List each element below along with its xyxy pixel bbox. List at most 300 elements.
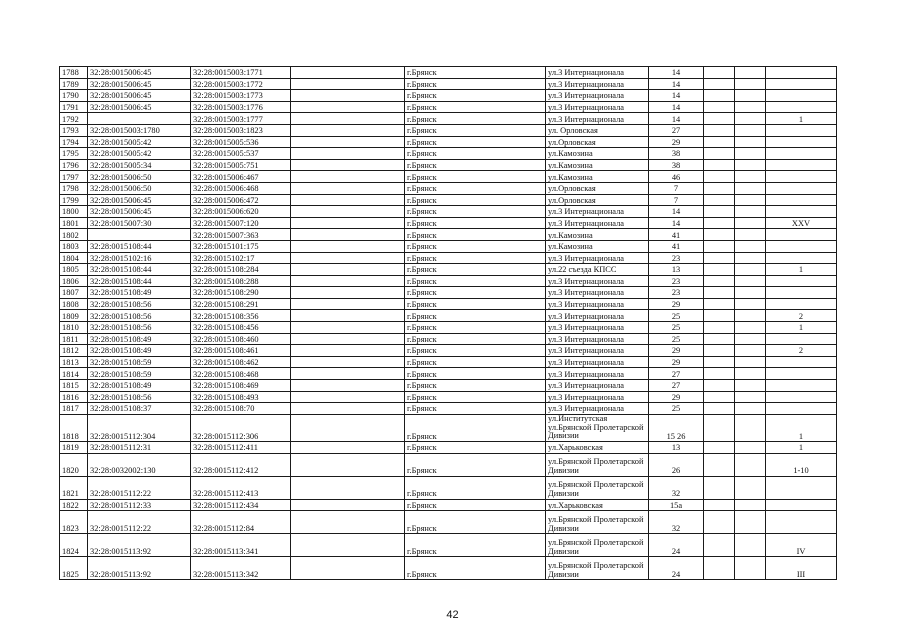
row-number-cell: 1821 — [60, 476, 88, 499]
table-row — [60, 345, 837, 357]
blank-cell — [735, 356, 766, 368]
blank-cell — [735, 240, 766, 252]
street-cell: ул.Брянской Пролетарской Дивизии — [546, 476, 649, 499]
parent-cadastral-number-cell: 32:28:0015112:22 — [88, 511, 191, 534]
house-number-cell: 7 — [649, 182, 704, 194]
apartment-cell — [766, 380, 837, 392]
cadastral-number-cell: 32:28:0015112:306 — [191, 414, 291, 441]
apartment-cell — [766, 391, 837, 403]
row-number-cell: 1808 — [60, 298, 88, 310]
blank-cell — [291, 78, 405, 90]
blank-cell — [291, 229, 405, 241]
apartment-cell — [766, 206, 837, 218]
table-row — [60, 182, 837, 194]
apartment-cell: IV — [766, 534, 837, 557]
parent-cadastral-number-cell: 32:28:0015006:45 — [88, 194, 191, 206]
blank-cell — [735, 442, 766, 454]
row-number-cell: 1797 — [60, 171, 88, 183]
row-number-cell: 1803 — [60, 240, 88, 252]
city-cell: г.Брянск — [405, 345, 546, 357]
table-row — [60, 148, 837, 160]
city-cell: г.Брянск — [405, 78, 546, 90]
row-number-cell: 1805 — [60, 264, 88, 276]
city-cell: г.Брянск — [405, 275, 546, 287]
blank-cell — [291, 322, 405, 334]
row-number-cell: 1801 — [60, 217, 88, 229]
street-cell: ул.Харьковская — [546, 499, 649, 511]
street-cell: ул.Институтская ул.Брянской Пролетарской Дивизии — [546, 414, 649, 441]
row-number-cell: 1794 — [60, 136, 88, 148]
street-cell: ул.3 Интернационала — [546, 113, 649, 125]
blank-cell — [735, 380, 766, 392]
blank-cell — [704, 333, 735, 345]
house-number-cell: 14 — [649, 67, 704, 79]
blank-cell — [704, 90, 735, 102]
parent-cadastral-number-cell: 32:28:0015005:42 — [88, 136, 191, 148]
house-number-cell: 25 — [649, 322, 704, 334]
city-cell: г.Брянск — [405, 453, 546, 476]
parent-cadastral-number-cell: 32:28:0032002:130 — [88, 453, 191, 476]
row-number-cell: 1810 — [60, 322, 88, 334]
parent-cadastral-number-cell: 32:28:0015005:42 — [88, 148, 191, 160]
parent-cadastral-number-cell: 32:28:0015108:59 — [88, 356, 191, 368]
table-row — [60, 557, 837, 580]
house-number-cell: 38 — [649, 148, 704, 160]
apartment-cell: III — [766, 557, 837, 580]
cadastral-number-cell: 32:28:0015112:434 — [191, 499, 291, 511]
cadastral-number-cell: 32:28:0015108:291 — [191, 298, 291, 310]
house-number-cell: 27 — [649, 380, 704, 392]
city-cell: г.Брянск — [405, 534, 546, 557]
blank-cell — [291, 182, 405, 194]
blank-cell — [291, 391, 405, 403]
parent-cadastral-number-cell: 32:28:0015108:49 — [88, 333, 191, 345]
street-cell: ул.Харьковская — [546, 442, 649, 454]
table-row — [60, 275, 837, 287]
city-cell: г.Брянск — [405, 333, 546, 345]
blank-cell — [735, 171, 766, 183]
cadastral-number-cell: 32:28:0015101:175 — [191, 240, 291, 252]
parent-cadastral-number-cell: 32:28:0015112:22 — [88, 476, 191, 499]
house-number-cell: 32 — [649, 476, 704, 499]
parent-cadastral-number-cell: 32:28:0015006:45 — [88, 206, 191, 218]
street-cell: ул.3 Интернационала — [546, 90, 649, 102]
blank-cell — [704, 442, 735, 454]
house-number-cell: 7 — [649, 194, 704, 206]
cadastral-number-cell: 32:28:0015006:468 — [191, 182, 291, 194]
blank-cell — [735, 499, 766, 511]
parent-cadastral-number-cell: 32:28:0015108:56 — [88, 310, 191, 322]
parent-cadastral-number-cell: 32:28:0015108:56 — [88, 322, 191, 334]
cadastral-number-cell: 32:28:0015003:1771 — [191, 67, 291, 79]
row-number-cell: 1788 — [60, 67, 88, 79]
table-row — [60, 90, 837, 102]
table-row — [60, 78, 837, 90]
row-number-cell: 1812 — [60, 345, 88, 357]
apartment-cell — [766, 240, 837, 252]
city-cell: г.Брянск — [405, 113, 546, 125]
blank-cell — [735, 534, 766, 557]
cadastral-number-cell: 32:28:0015005:536 — [191, 136, 291, 148]
house-number-cell: 13 — [649, 442, 704, 454]
cadastral-number-cell: 32:28:0015003:1823 — [191, 124, 291, 136]
street-cell: ул.Орловская — [546, 182, 649, 194]
blank-cell — [291, 298, 405, 310]
blank-cell — [291, 310, 405, 322]
street-cell: ул.Камозина — [546, 229, 649, 241]
table-container — [59, 66, 836, 580]
row-number-cell: 1815 — [60, 380, 88, 392]
blank-cell — [704, 217, 735, 229]
blank-cell — [291, 171, 405, 183]
cadastral-number-cell: 32:28:0015108:460 — [191, 333, 291, 345]
street-cell: ул.Орловская — [546, 194, 649, 206]
table-row — [60, 322, 837, 334]
blank-cell — [704, 310, 735, 322]
street-cell: ул.3 Интернационала — [546, 287, 649, 299]
blank-cell — [704, 380, 735, 392]
parent-cadastral-number-cell: 32:28:0015108:49 — [88, 380, 191, 392]
apartment-cell — [766, 356, 837, 368]
blank-cell — [291, 124, 405, 136]
cadastral-number-cell: 32:28:0015007:363 — [191, 229, 291, 241]
row-number-cell: 1822 — [60, 499, 88, 511]
cadastral-number-cell: 32:28:0015113:341 — [191, 534, 291, 557]
blank-cell — [735, 453, 766, 476]
apartment-cell: 2 — [766, 345, 837, 357]
apartment-cell — [766, 368, 837, 380]
table-row — [60, 380, 837, 392]
house-number-cell: 29 — [649, 391, 704, 403]
blank-cell — [735, 148, 766, 160]
blank-cell — [704, 298, 735, 310]
cadastral-number-cell: 32:28:0015108:70 — [191, 403, 291, 415]
row-number-cell: 1790 — [60, 90, 88, 102]
table-row — [60, 101, 837, 113]
cadastral-number-cell: 32:28:0015003:1776 — [191, 101, 291, 113]
blank-cell — [704, 511, 735, 534]
parent-cadastral-number-cell: 32:28:0015006:45 — [88, 101, 191, 113]
parent-cadastral-number-cell: 32:28:0015113:92 — [88, 557, 191, 580]
apartment-cell — [766, 101, 837, 113]
apartment-cell — [766, 298, 837, 310]
street-cell: ул.3 Интернационала — [546, 333, 649, 345]
cadastral-number-cell: 32:28:0015108:284 — [191, 264, 291, 276]
cadastral-number-cell: 32:28:0015003:1772 — [191, 78, 291, 90]
street-cell: ул.Брянской Пролетарской Дивизии — [546, 557, 649, 580]
parent-cadastral-number-cell — [88, 113, 191, 125]
apartment-cell: 1 — [766, 442, 837, 454]
table-row — [60, 442, 837, 454]
apartment-cell — [766, 229, 837, 241]
parent-cadastral-number-cell: 32:28:0015108:49 — [88, 345, 191, 357]
row-number-cell: 1823 — [60, 511, 88, 534]
parent-cadastral-number-cell: 32:28:0015113:92 — [88, 534, 191, 557]
city-cell: г.Брянск — [405, 182, 546, 194]
city-cell: г.Брянск — [405, 476, 546, 499]
parent-cadastral-number-cell: 32:28:0015108:44 — [88, 240, 191, 252]
apartment-cell: XXV — [766, 217, 837, 229]
apartment-cell — [766, 78, 837, 90]
apartment-cell: 1 — [766, 414, 837, 441]
blank-cell — [735, 345, 766, 357]
street-cell: ул.Камозина — [546, 171, 649, 183]
row-number-cell: 1814 — [60, 368, 88, 380]
street-cell: ул.3 Интернационала — [546, 310, 649, 322]
house-number-cell: 14 — [649, 101, 704, 113]
house-number-cell: 14 — [649, 78, 704, 90]
street-cell: ул.3 Интернационала — [546, 298, 649, 310]
cadastral-number-cell: 32:28:0015113:342 — [191, 557, 291, 580]
cadastral-number-cell: 32:28:0015006:472 — [191, 194, 291, 206]
row-number-cell: 1789 — [60, 78, 88, 90]
city-cell: г.Брянск — [405, 229, 546, 241]
city-cell: г.Брянск — [405, 194, 546, 206]
blank-cell — [291, 206, 405, 218]
row-number-cell: 1791 — [60, 101, 88, 113]
blank-cell — [291, 275, 405, 287]
table-row — [60, 333, 837, 345]
table-row — [60, 476, 837, 499]
house-number-cell: 27 — [649, 124, 704, 136]
apartment-cell — [766, 403, 837, 415]
street-cell: ул.Брянской Пролетарской Дивизии — [546, 453, 649, 476]
parent-cadastral-number-cell: 32:28:0015108:59 — [88, 368, 191, 380]
blank-cell — [704, 264, 735, 276]
apartment-cell — [766, 124, 837, 136]
row-number-cell: 1806 — [60, 275, 88, 287]
apartment-cell — [766, 67, 837, 79]
street-cell: ул.3 Интернационала — [546, 356, 649, 368]
apartment-cell: 2 — [766, 310, 837, 322]
blank-cell — [735, 159, 766, 171]
row-number-cell: 1809 — [60, 310, 88, 322]
city-cell: г.Брянск — [405, 356, 546, 368]
parent-cadastral-number-cell: 32:28:0015006:45 — [88, 78, 191, 90]
blank-cell — [704, 67, 735, 79]
street-cell: ул.3 Интернационала — [546, 345, 649, 357]
blank-cell — [735, 136, 766, 148]
city-cell: г.Брянск — [405, 252, 546, 264]
street-cell: ул.Камозина — [546, 240, 649, 252]
street-cell: ул.3 Интернационала — [546, 101, 649, 113]
city-cell: г.Брянск — [405, 217, 546, 229]
parent-cadastral-number-cell: 32:28:0015108:37 — [88, 403, 191, 415]
street-cell: ул.22 съезда КПСС — [546, 264, 649, 276]
house-number-cell: 14 — [649, 90, 704, 102]
blank-cell — [735, 182, 766, 194]
house-number-cell: 15 26 — [649, 414, 704, 441]
cadastral-number-cell: 32:28:0015112:413 — [191, 476, 291, 499]
house-number-cell: 29 — [649, 356, 704, 368]
apartment-cell — [766, 136, 837, 148]
blank-cell — [291, 414, 405, 441]
page-number: 42 — [446, 609, 459, 621]
blank-cell — [704, 368, 735, 380]
city-cell: г.Брянск — [405, 442, 546, 454]
parent-cadastral-number-cell: 32:28:0015112:304 — [88, 414, 191, 441]
blank-cell — [704, 113, 735, 125]
table-row — [60, 511, 837, 534]
apartment-cell — [766, 90, 837, 102]
blank-cell — [704, 136, 735, 148]
table-row — [60, 310, 837, 322]
street-cell: ул.3 Интернационала — [546, 252, 649, 264]
table-row — [60, 194, 837, 206]
cadastral-number-cell: 32:28:0015006:467 — [191, 171, 291, 183]
blank-cell — [704, 453, 735, 476]
table-row — [60, 287, 837, 299]
apartment-cell — [766, 333, 837, 345]
row-number-cell: 1798 — [60, 182, 88, 194]
blank-cell — [704, 414, 735, 441]
cadastral-number-cell: 32:28:0015108:462 — [191, 356, 291, 368]
cadastral-number-cell: 32:28:0015003:1777 — [191, 113, 291, 125]
table-row — [60, 391, 837, 403]
street-cell: ул.3 Интернационала — [546, 217, 649, 229]
row-number-cell: 1799 — [60, 194, 88, 206]
cadastral-number-cell: 32:28:0015108:468 — [191, 368, 291, 380]
city-cell: г.Брянск — [405, 264, 546, 276]
parent-cadastral-number-cell: 32:28:0015112:33 — [88, 499, 191, 511]
house-number-cell: 23 — [649, 275, 704, 287]
house-number-cell: 23 — [649, 287, 704, 299]
house-number-cell: 24 — [649, 557, 704, 580]
house-number-cell: 25 — [649, 403, 704, 415]
blank-cell — [735, 124, 766, 136]
blank-cell — [704, 148, 735, 160]
blank-cell — [291, 499, 405, 511]
house-number-cell: 25 — [649, 310, 704, 322]
apartment-cell — [766, 275, 837, 287]
apartment-cell — [766, 287, 837, 299]
row-number-cell: 1818 — [60, 414, 88, 441]
blank-cell — [735, 403, 766, 415]
parent-cadastral-number-cell — [88, 229, 191, 241]
table-row — [60, 206, 837, 218]
blank-cell — [291, 264, 405, 276]
city-cell: г.Брянск — [405, 159, 546, 171]
city-cell: г.Брянск — [405, 511, 546, 534]
blank-cell — [735, 252, 766, 264]
city-cell: г.Брянск — [405, 101, 546, 113]
apartment-cell: 1 — [766, 322, 837, 334]
table-row — [60, 171, 837, 183]
parent-cadastral-number-cell: 32:28:0015108:56 — [88, 298, 191, 310]
table-row — [60, 252, 837, 264]
table-row — [60, 217, 837, 229]
city-cell: г.Брянск — [405, 206, 546, 218]
parent-cadastral-number-cell: 32:28:0015006:45 — [88, 90, 191, 102]
blank-cell — [704, 206, 735, 218]
parent-cadastral-number-cell: 32:28:0015108:56 — [88, 391, 191, 403]
blank-cell — [704, 171, 735, 183]
blank-cell — [704, 182, 735, 194]
blank-cell — [735, 414, 766, 441]
city-cell: г.Брянск — [405, 240, 546, 252]
house-number-cell: 23 — [649, 252, 704, 264]
parent-cadastral-number-cell: 32:28:0015102:16 — [88, 252, 191, 264]
parent-cadastral-number-cell: 32:28:0015112:31 — [88, 442, 191, 454]
row-number-cell: 1804 — [60, 252, 88, 264]
blank-cell — [704, 391, 735, 403]
table-row — [60, 356, 837, 368]
street-cell: ул.3 Интернационала — [546, 206, 649, 218]
blank-cell — [704, 499, 735, 511]
city-cell: г.Брянск — [405, 368, 546, 380]
blank-cell — [291, 101, 405, 113]
parent-cadastral-number-cell: 32:28:0015006:50 — [88, 182, 191, 194]
street-cell: ул.3 Интернационала — [546, 275, 649, 287]
table-row — [60, 368, 837, 380]
blank-cell — [291, 217, 405, 229]
city-cell: г.Брянск — [405, 287, 546, 299]
cadastral-number-cell: 32:28:0015112:84 — [191, 511, 291, 534]
house-number-cell: 46 — [649, 171, 704, 183]
city-cell: г.Брянск — [405, 391, 546, 403]
apartment-cell: 1 — [766, 113, 837, 125]
street-cell: ул.3 Интернационала — [546, 391, 649, 403]
blank-cell — [291, 511, 405, 534]
house-number-cell: 24 — [649, 534, 704, 557]
table-row — [60, 136, 837, 148]
blank-cell — [704, 476, 735, 499]
blank-cell — [735, 391, 766, 403]
table-row — [60, 67, 837, 79]
table-body — [60, 67, 837, 580]
blank-cell — [291, 113, 405, 125]
house-number-cell: 14 — [649, 206, 704, 218]
row-number-cell: 1819 — [60, 442, 88, 454]
apartment-cell: 1-10 — [766, 453, 837, 476]
row-number-cell: 1802 — [60, 229, 88, 241]
parent-cadastral-number-cell: 32:28:0015005:34 — [88, 159, 191, 171]
blank-cell — [704, 159, 735, 171]
house-number-cell: 41 — [649, 229, 704, 241]
apartment-cell — [766, 511, 837, 534]
blank-cell — [291, 159, 405, 171]
blank-cell — [291, 476, 405, 499]
parent-cadastral-number-cell: 32:28:0015108:44 — [88, 264, 191, 276]
city-cell: г.Брянск — [405, 136, 546, 148]
house-number-cell: 14 — [649, 217, 704, 229]
city-cell: г.Брянск — [405, 414, 546, 441]
street-cell: ул.3 Интернационала — [546, 403, 649, 415]
cadastral-number-cell: 32:28:0015102:17 — [191, 252, 291, 264]
blank-cell — [735, 287, 766, 299]
blank-cell — [735, 298, 766, 310]
blank-cell — [291, 534, 405, 557]
row-number-cell: 1813 — [60, 356, 88, 368]
blank-cell — [291, 442, 405, 454]
blank-cell — [735, 101, 766, 113]
parent-cadastral-number-cell: 32:28:0015108:44 — [88, 275, 191, 287]
city-cell: г.Брянск — [405, 557, 546, 580]
cadastral-number-cell: 32:28:0015112:412 — [191, 453, 291, 476]
table-row — [60, 414, 837, 441]
cadastral-number-cell: 32:28:0015007:120 — [191, 217, 291, 229]
city-cell: г.Брянск — [405, 380, 546, 392]
street-cell: ул.Камозина — [546, 148, 649, 160]
parent-cadastral-number-cell: 32:28:0015003:1780 — [88, 124, 191, 136]
table-row — [60, 240, 837, 252]
house-number-cell: 29 — [649, 298, 704, 310]
cadastral-number-cell: 32:28:0015108:456 — [191, 322, 291, 334]
table-row — [60, 264, 837, 276]
blank-cell — [735, 264, 766, 276]
row-number-cell: 1811 — [60, 333, 88, 345]
blank-cell — [291, 368, 405, 380]
